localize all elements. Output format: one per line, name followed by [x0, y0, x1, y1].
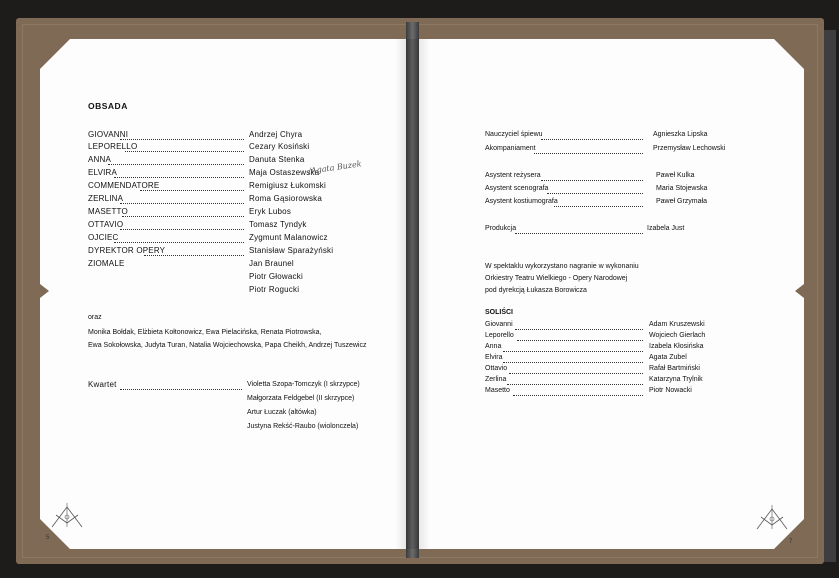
crew-name: Przemysław Lechowski [653, 145, 726, 152]
quartet-member: Violetta Szopa-Tomczyk (I skrzypce) [247, 381, 360, 388]
soloist-role: Elvira [485, 354, 503, 361]
leader-dots [140, 190, 244, 191]
quartet-label: Kwartet [88, 380, 117, 389]
leader-dots [515, 233, 643, 234]
leader-dots [554, 206, 643, 207]
leader-dots [125, 151, 244, 152]
leader-dots [114, 242, 244, 243]
page-edge-notch [40, 284, 49, 298]
soloist-role: Ottavio [485, 365, 508, 372]
soloist-role: Anna [485, 343, 502, 350]
actor-name: Piotr Rogucki [249, 285, 300, 294]
soloists-heading: SOLIŚCI [485, 309, 514, 316]
oraz-label: oraz [88, 314, 102, 321]
role-label: GIOVANNI [88, 130, 129, 139]
crew-name: Paweł Grzymała [656, 198, 707, 205]
crew-name: Maria Stojewska [656, 185, 708, 192]
actor-name: Zygmunt Malanowicz [249, 233, 328, 242]
actor-name: Roma Gąsiorowska [249, 194, 323, 203]
crew-role: Nauczyciel śpiewu [485, 131, 543, 138]
role-label: ZERLINA [88, 194, 124, 203]
actor-name: Tomasz Tyndyk [249, 220, 307, 229]
corner-pocket [40, 39, 70, 69]
role-label: COMMENDATORE [88, 181, 160, 190]
leader-dots [120, 229, 244, 230]
soloist-name: Izabela Kłosińska [649, 343, 704, 350]
page-number: 5 [46, 535, 50, 541]
actor-name: Stanisław Sparażyński [249, 246, 334, 255]
right-page [417, 39, 804, 549]
leader-dots [534, 153, 643, 154]
quartet-member: Małgorzata Feldgebel (II skrzypce) [247, 395, 355, 402]
soloist-role: Masetto [485, 387, 510, 394]
leader-dots [122, 216, 244, 217]
leader-dots [513, 395, 643, 396]
role-label: DYREKTOR OPERY [88, 246, 166, 255]
role-label: OTTAVIO [88, 220, 124, 229]
soloist-name: Wojciech Gierlach [649, 332, 706, 339]
crew-role: Akompaniament [485, 145, 536, 152]
elastic-strap [824, 30, 836, 562]
compass-ornament-icon [50, 501, 84, 529]
leader-dots [503, 362, 643, 363]
recording-note: Orkiestry Teatru Wielkiego - Opery Narodowej [485, 275, 628, 282]
soloist-role: Giovanni [485, 321, 513, 328]
soloist-name: Katarzyna Trylnik [649, 376, 703, 383]
soloist-name: Piotr Nowacki [649, 387, 692, 394]
quartet-member: Justyna Rekść-Raubo (wiolonczela) [247, 423, 359, 430]
leader-dots [120, 203, 244, 204]
leader-dots [517, 340, 643, 341]
leader-dots [509, 373, 643, 374]
crew-role: Asystent reżysera [485, 172, 541, 179]
role-label: ZIOMALE [88, 259, 125, 268]
role-label: OJCIEC [88, 233, 119, 242]
compass-ornament-icon [755, 503, 789, 531]
actor-name: Danuta Stenka [249, 155, 305, 164]
crew-role: Produkcja [485, 225, 517, 232]
quartet-member: Artur Łuczak (altówka) [247, 409, 317, 416]
handwritten-note: /Agata Buzek [307, 159, 363, 176]
actor-name: Eryk Lubos [249, 207, 292, 216]
leader-dots [144, 255, 244, 256]
leader-dots [515, 329, 643, 330]
recording-note: W spektaklu wykorzystano nagranie w wykonaniu [485, 263, 639, 270]
actor-name: Cezary Kosiński [249, 142, 310, 151]
gutter-shadow [395, 39, 430, 549]
left-page [40, 39, 408, 549]
leader-dots [120, 139, 244, 140]
role-label: ELVIRA [88, 168, 118, 177]
role-label: MASETTO [88, 207, 128, 216]
soloist-name: Agata Zubel [649, 354, 687, 361]
soloist-role: Leporello [485, 332, 514, 339]
actor-name: Maja Ostaszewska [249, 168, 320, 177]
crew-role: Asystent kostiumografa [485, 198, 558, 205]
page-edge-notch [795, 284, 804, 298]
role-label: LEPORELLO [88, 142, 138, 151]
crew-role: Asystent scenografa [485, 185, 549, 192]
soloist-role: Zerlina [485, 376, 507, 383]
leader-dots [120, 389, 242, 390]
cast-heading: OBSADA [88, 101, 128, 111]
leader-dots [114, 177, 244, 178]
ensemble-line: Ewa Sokołowska, Judyta Turan, Natalia Wojciechowska, Papa Cheikh, Andrzej Tuszewicz [88, 342, 367, 349]
actor-name: Piotr Głowacki [249, 272, 303, 281]
ensemble-line: Monika Bołdak, Elżbieta Kołtonowicz, Ewa Pielacińska, Renata Piotrowska, [88, 329, 322, 336]
role-label: ANNA [88, 155, 112, 164]
leader-dots [503, 351, 643, 352]
soloist-name: Adam Kruszewski [649, 321, 705, 328]
crew-name: Izabela Just [647, 225, 685, 232]
corner-pocket [774, 39, 804, 69]
actor-name: Andrzej Chyra [249, 130, 303, 139]
leader-dots [507, 384, 643, 385]
soloist-name: Rafał Bartmiński [649, 365, 700, 372]
leader-dots [547, 193, 643, 194]
crew-name: Paweł Kulka [656, 172, 695, 179]
leader-dots [541, 139, 643, 140]
actor-name: Jan Braunel [249, 259, 294, 268]
recording-note: pod dyrekcją Łukasza Borowicza [485, 287, 587, 294]
crew-name: Agnieszka Lipska [653, 131, 708, 138]
actor-name: Remigiusz Łukomski [249, 181, 326, 190]
leader-dots [541, 180, 643, 181]
leader-dots [108, 164, 244, 165]
page-number: 7 [789, 539, 793, 545]
